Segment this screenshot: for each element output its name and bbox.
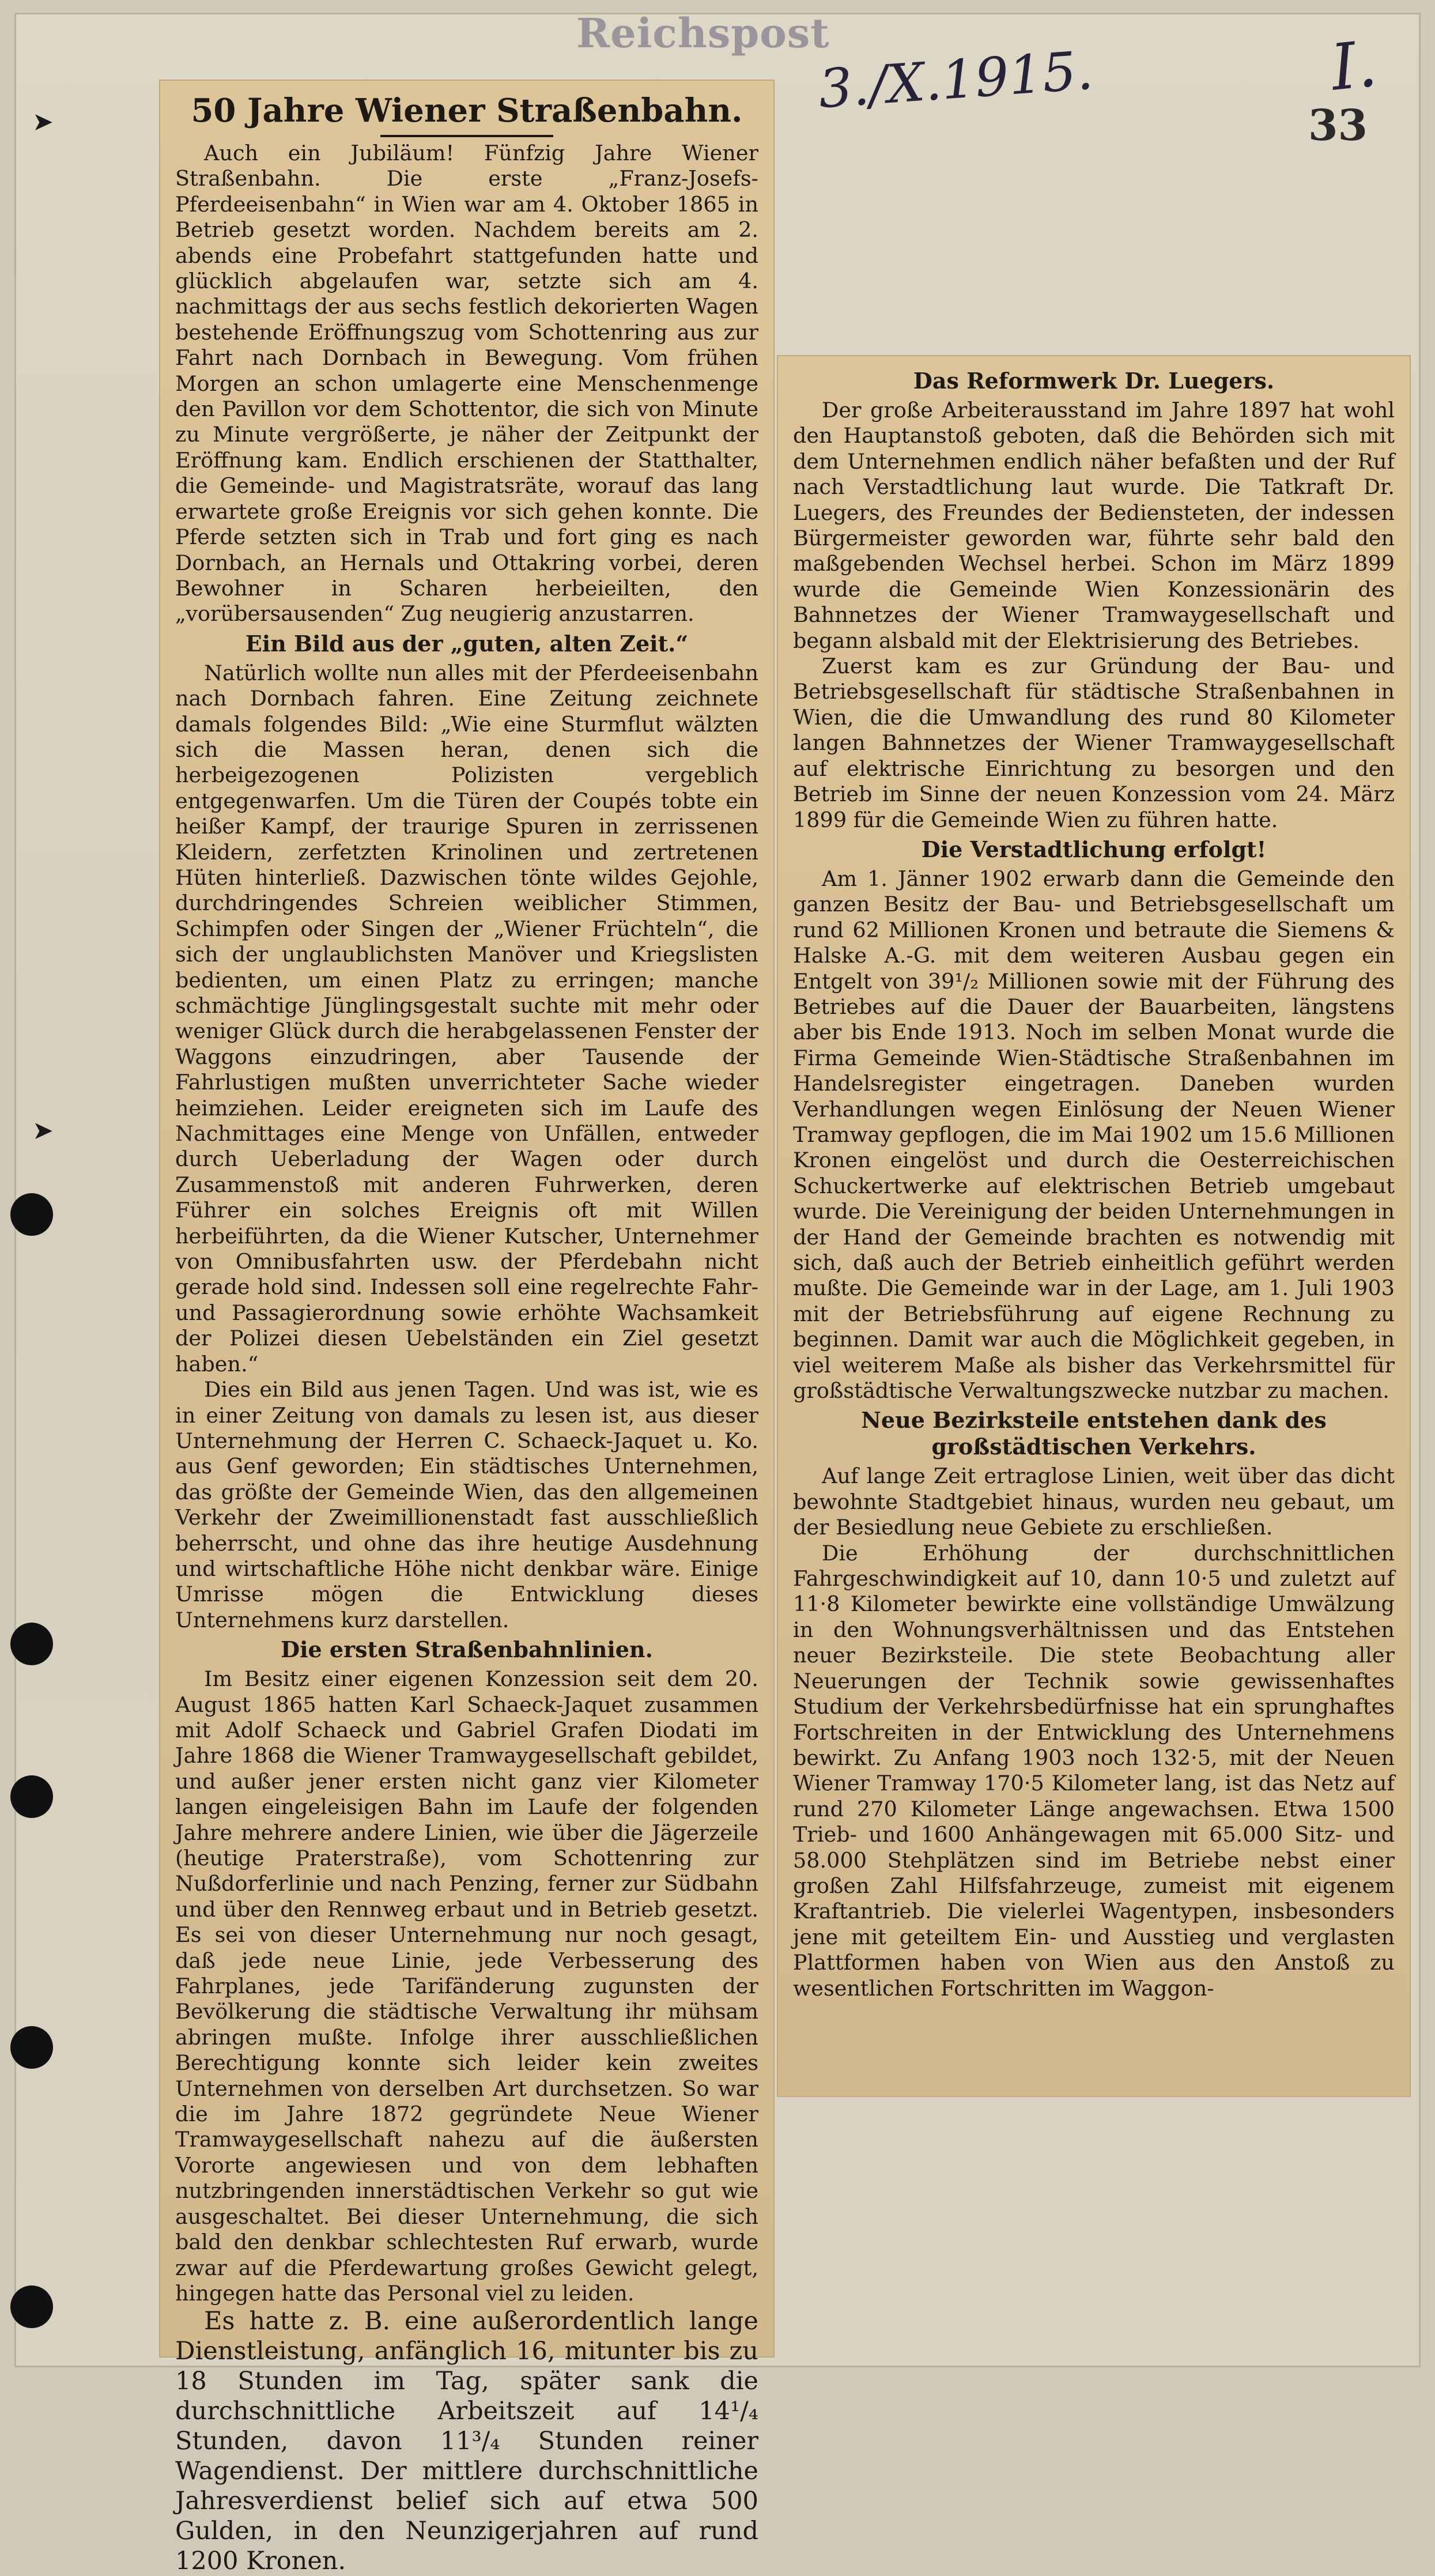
paragraph: Am 1. Jänner 1902 erwarb dann die Gemeinde den ganzen Besitz der Bau- und Betriebsgesellschaft um rund 62 Millionen Kronen und betraute die Siemens & Halske A.-G. mit dem weiteren Ausbau gegen ein Entgelt von 39¹/₂ Millionen sowie mit der Führung des Betriebes auf die Dauer der Bauarbeiten, längstens aber bis Ende 1913. Noch im selben Monat wurde die Firma Gemeinde Wien-Städtische Straßenbahnen im Handelsregister eingetragen. Daneben wurden Verhandlungen wegen Einlösung der Neuen Wiener Tramway gepflogen, die im Mai 1902 um 15.6 Millionen Kronen eingelöst und durch die Oesterreichischen Schuckertwerke auf elektrischen Betrieb umgebaut wurde. Die Vereinigung der beiden Unternehmungen in der Hand der Gemeinde brachten es notwendig mit sich, daß auch der Betrieb einheitlich geführt werden mußte. Die Gemeinde war in der Lage, am 1. Juli 1903 mit der Betriebsführung auf eigene Rechnung zu beginnen. Damit war auch die Möglichkeit gegeben, in viel weiterem Maße als bisher das Verkehrsmittel für großstädtische Verwaltungszwecke nutzbar zu machen. [793,866,1395,1404]
headline-rule [380,135,553,137]
punch-hole [10,2026,53,2069]
section-heading: Die ersten Straßenbahnlinien. [281,1636,653,1663]
article-headline: 50 Jahre Wiener Straßenbahn. [191,92,743,130]
punch-hole [10,1193,53,1236]
clipping-left-column [160,81,773,2576]
punch-hole [10,1775,53,1818]
left-column-body [175,141,758,2576]
handwritten-number: I. [1327,27,1380,105]
section-heading: Ein Bild aus der „guten, alten Zeit.“ [245,630,689,657]
binder-arrow-icon: ➤ [32,107,54,137]
section-heading: Die Verstadtlichung erfolgt! [921,836,1267,862]
punch-hole [10,1623,53,1665]
paragraph: Zuerst kam es zur Gründung der Bau- und Betriebsgesellschaft für städtische Straßenbahnen in Wien, die die Umwandlung des rund 80 Kilometer langen Bahnnetzes der Wiener Tramwaygesellschaft auf elektrische Einrichtung zu besorgen und den Betrieb im Sinne der neuen Konzession vom 24. März 1899 für die Gemeinde Wien zu führen hatte. [793,654,1395,832]
paragraph: Die Erhöhung der durchschnittlichen Fahrgeschwindigkeit auf 10, dann 10·5 und zuletzt auf 11·8 Kilometer bewirkte eine vollständige Umwälzung in den Wohnungsverhältnissen und das Entstehen neuer Bezirksteile. Die stete Beobachtung aller Neuerungen der Technik sowie gewissenhaftes Studium der Verkehrsbedürfnisse hat ein sprunghaftes Fortschreiten in der Entwicklung des Unternehmens bewirkt. Zu Anfang 1903 noch 132·5, mit der Neuen Wiener Tramway 170·5 Kilometer lang, ist das Netz auf rund 270 Kilometer Länge angewachsen. Etwa 1500 Trieb- und 1600 Anhängewagen mit 65.000 Sitz- und 58.000 Stehplätzen sind im Betriebe nebst einer großen Zahl Hilfsfahrzeuge, zumeist mit eigenem Kraftantrieb. Die vielerlei Wagentypen, insbesonders jene mit geteiltem Ein- und Ausstieg und verglasten Plattformen haben von Wien aus den Anstoß zu wesentlichen Fortschritten im Waggon- [793,1540,1395,2001]
section-heading: Das Reformwerk Dr. Luegers. [913,368,1275,394]
right-column-body [793,368,1395,2001]
paragraph: Auf lange Zeit ertraglose Linien, weit über das dicht bewohnte Stadtgebiet hinaus, wurden neu gebaut, um der Besiedlung neue Gebiete zu erschließen. [793,1464,1395,1540]
handwritten-date: 3./X.1915. [816,39,1096,120]
paragraph: Im Besitz einer eigenen Konzession seit dem 20. August 1865 hatten Karl Schaeck-Jaquet zusammen mit Adolf Schaeck und Gabriel Grafen Diodati im Jahre 1868 die Wiener Tramwaygesellschaft gebildet, und außer jener ersten nicht ganz vier Kilometer langen eingeleisigen Bahn im Laufe der folgenden Jahre mehrere andere Linien, wie über die Jägerzeile (heutige Praterstraße), vom Schottenring zur Nußdorferlinie und nach Penzing, ferner zur Südbahn und über den Rennweg erbaut und in Betrieb gesetzt. Es sei von dieser Unternehmung nur noch gesagt, daß jede neue Linie, jede Verbesserung des Fahrplanes, jede Tarifänderung zugunsten der Bevölkerung die städtische Verwaltung ihr mühsam abringen mußte. Infolge ihrer ausschließlichen Berechtigung konnte sich leider kein zweites Unternehmen von derselben Art durchsetzen. So war die im Jahre 1872 gegründete Neue Wiener Tramwaygesellschaft nahezu auf die äußersten Vororte angewiesen und von dem lebhaften nutzbringenden innerstädtischen Verkehr so gut wie ausgeschaltet. Bei dieser Unternehmung, die sich bald den denkbar schlechtesten Ruf erwarb, wurde zwar auf die Pferdewartung großes Gewicht gelegt, hingegen hatte das Personal viel zu leiden. [175,1666,758,2306]
paragraph: Dies ein Bild aus jenen Tagen. Und was ist, wie es in einer Zeitung von damals zu lesen ist, aus dieser Unternehmung der Herren C. Schaeck-Jaquet u. Ko. aus Genf geworden; Ein städtisches Unternehmen, das größte der Gemeinde Wien, das den allgemeinen Verkehr der Zweimillionenstadt fast ausschließlich beherrscht, und ohne das ihre heutige Ausdehnung und wirtschaftliche Höhe nicht denkbar wäre. Einige Umrisse mögen die Entwicklung dieses Unternehmens kurz darstellen. [175,1377,758,1632]
paragraph: Auch ein Jubiläum! Fünfzig Jahre Wiener Straßenbahn. Die erste „Franz-Josefs-Pferdeeisenbahn“ in Wien war am 4. Oktober 1865 in Betrieb gesetzt worden. Nachdem bereits am 2. abends eine Probefahrt stattgefunden hatte und glücklich abgelaufen war, setzte sich am 4. nachmittags der aus sechs festlich dekorierten Wagen bestehende Eröffnungszug vom Schottenring aus zur Fahrt nach Dornbach in Bewegung. Vom frühen Morgen an schon umlagerte eine Menschenmenge den Pavillon vor dem Schottentor, die sich von Minute zu Minute vergrößerte, je näher der Zeitpunkt der Eröffnung kam. Endlich erschienen der Statthalter, die Gemeinde- und Magistratsräte, worauf das lang erwartete große Ereignis vor sich gehen konnte. Die Pferde setzten sich in Trab und fort ging es nach Dornbach, an Hernals und Ottakring vorbei, deren Bewohner in Scharen herbeieilten, den „vorübersausenden“ Zug neugierig anzustarren. [175,141,758,627]
section-heading: Neue Bezirksteile entstehen dank des großstädtischen Verkehrs. [861,1407,1327,1460]
paragraph: Der große Arbeiterausstand im Jahre 1897 hat wohl den Hauptanstoß geboten, daß die Behörden sich mit dem Unternehmen endlich näher befaßten und der Ruf nach Verstadtlichung laut wurde. Die Tatkraft Dr. Luegers, des Freundes der Bediensteten, der indessen Bürgermeister geworden war, führte sehr bald den maßgebenden Wechsel herbei. Schon im März 1899 wurde die Gemeinde Wien Konzessionärin des Bahnnetzes der Wiener Tramwaygesellschaft und begann alsbald mit der Elektrisierung des Betriebes. [793,398,1395,653]
paragraph: Es hatte z. B. eine außerordentlich lange Dienstleistung, anfänglich 16, mitunter bis zu 18 Stunden im Tag, später sank die durchschnittliche Arbeitszeit auf 14¹/₄ Stunden, davon 11³/₄ Stunden reiner Wagendienst. Der mittlere durchschnittliche Jahresverdienst belief sich auf etwa 500 Gulden, in den Neunzigerjahren auf rund 1200 Kronen. [175,2307,758,2576]
punch-hole [10,2285,53,2328]
paragraph: Natürlich wollte nun alles mit der Pferdeeisenbahn nach Dornbach fahren. Eine Zeitung zeichnete damals folgendes Bild: „Wie eine Sturmflut wälzten sich die Massen heran, denen sich die herbeigezogenen Polizisten vergeblich entgegenwarfen. Um die Türen der Coupés tobte ein heißer Kampf, der traurige Spuren in zerrissenen Kleidern, zerfetzten Krinolinen und zertretenen Hüten hinterließ. Dazwischen tönte wildes Gejohle, durchdringendes Schreien weiblicher Stimmen, Schimpfen oder Singen der „Wiener Früchteln“, die sich der unglaublichsten Manöver und Kriegslisten bedienten, um einen Platz zu erringen; manche schmächtige Jünglingsgestalt suchte mit mehr oder weniger Glück durch die herabgelassenen Fenster der Waggons einzudringen, aber Tausende der Fahrlustigen mußten unverrichteter Sache wieder heimziehen. Leider ereigneten sich im Laufe des Nachmittages eine Menge von Unfällen, entweder durch Ueberladung der Wagen oder durch Zusammenstoß mit anderen Fuhrwerken, deren Führer ein solches Ereignis oft mit Willen herbeiführten, da die Wiener Kutscher, Unternehmer von Omnibusfahrten usw. der Pferdebahn nicht gerade hold sind. Indessen soll eine regelrechte Fahr- und Passagierordnung sowie erhöhte Wachsamkeit der Polizei diesen Uebelständen ein Ziel gesetzt haben.“ [175,660,758,1376]
clipping-right-column [778,356,1410,2096]
binder-arrow-icon: ➤ [32,1116,54,1145]
newspaper-stamp: Reichspost [576,9,830,57]
page-number: 33 [1308,101,1368,150]
